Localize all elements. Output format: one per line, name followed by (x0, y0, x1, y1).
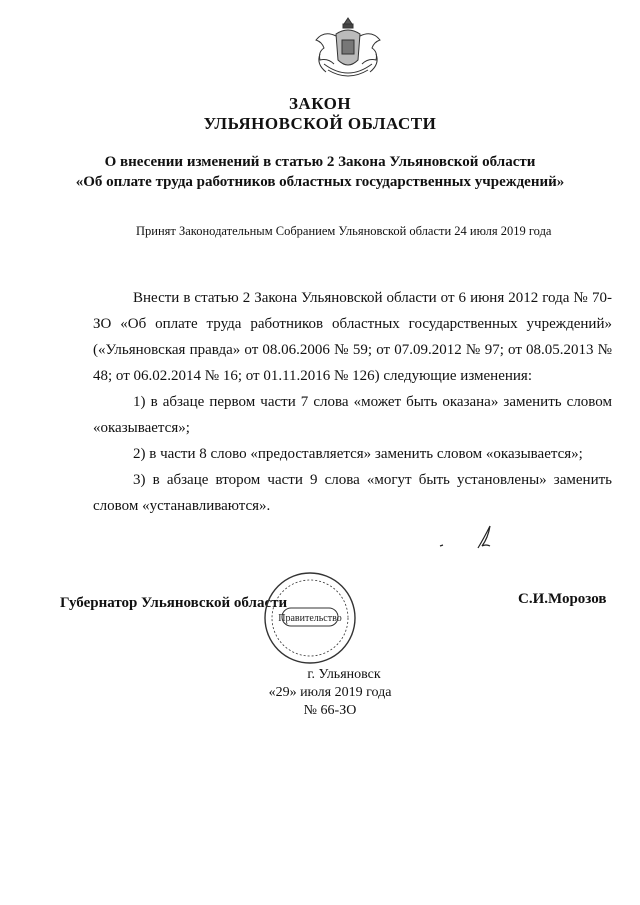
intro-paragraph: Внести в статью 2 Закона Ульяновской области от 6 июня 2012 года № 70-ЗО «Об оплате труда работников областных государственных учреждений» («Ульяновская правда» от 08.06.2006 № 59; от 07.09.2012 № 97; от 08.05.2013 № 48; от 06.02.2014 № 16; от 01.11.2016 № 126) следующие изменения: (93, 290, 612, 384)
coat-of-arms-icon (310, 14, 386, 84)
law-title-line1: ЗАКОН (288, 94, 352, 113)
law-body (93, 285, 612, 519)
city: г. Ульяновск (307, 667, 381, 682)
law-title (0, 94, 640, 134)
amendment-item-3: 3) в абзаце втором части 9 слова «могут быть установлены» заменить словом «устанавливаются». (93, 472, 612, 514)
law-number: № 66-ЗО (303, 703, 357, 718)
official-seal-stamp (262, 570, 358, 666)
adoption-note: Принят Законодательным Собранием Ульяновской области 24 июля 2019 года (136, 224, 552, 238)
amendment-item-1: 1) в абзаце первом части 7 слова «может быть оказана» заменить словом «оказывается»; (93, 394, 612, 436)
handwritten-signature (430, 522, 500, 552)
stamp-label: Правительство (278, 613, 342, 624)
law-title-line2: УЛЬЯНОВСКОЙ ОБЛАСТИ (203, 114, 437, 133)
law-subtitle-line1: О внесении изменений в статью 2 Закона Ульяновской области (104, 154, 536, 170)
amendment-item-2: 2) в части 8 слово «предоставляется» заменить словом «оказывается»; (133, 446, 583, 462)
signing-date: «29» июля 2019 года (268, 685, 392, 700)
governor-name: С.И.Морозов (518, 591, 607, 607)
law-subtitle (0, 152, 640, 192)
law-subtitle-line2: «Об оплате труда работников областных государственных учреждений» (75, 174, 565, 190)
governor-title: Губернатор Ульяновской области (60, 595, 288, 611)
